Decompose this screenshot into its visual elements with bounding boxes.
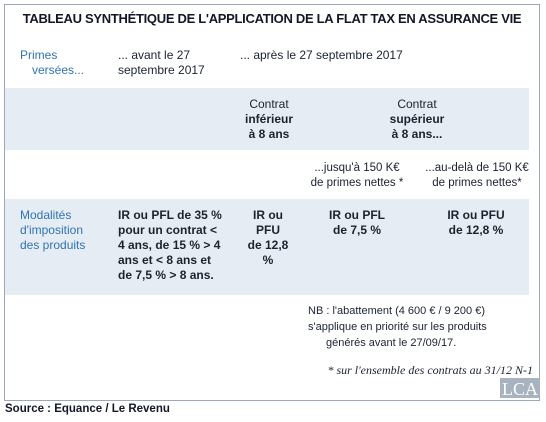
nb-note: NB : l'abattement (4 600 € / 9 200 €) s'applique en priorité sur les produits générés avant le 27/09/17. (308, 305, 487, 349)
footnote: * sur l'ensemble des contrats au 31/12 N-1 (327, 363, 533, 377)
header-contrat-superieur: Contrat supérieur à 8 ans... (389, 97, 445, 141)
header-audela-150k: ...au-delà de 150 K€ de primes nettes* (425, 162, 529, 189)
header-apres: ... après le 27 septembre 2017 (240, 48, 403, 62)
header-jusqua-150k: ...jusqu'à 150 K€ de primes nettes * (310, 162, 404, 189)
header-avant: ... avant le 27 septembre 2017 (118, 48, 205, 77)
row-label-modalites: Modalités d'imposition des produits (20, 208, 86, 252)
header-contrat-inferieur: Contrat inférieur à 8 ans (244, 97, 293, 141)
source-credit: Source : Equance / Le Revenu (5, 403, 170, 415)
lca-logo: LCA (502, 379, 538, 399)
cell-modalites-inferieur: IR ou PFU de 12,8 % (247, 208, 289, 267)
cell-modalites-jusqua: IR ou PFL de 7,5 % (329, 208, 385, 237)
row-label-primes: Primes versées... (20, 48, 85, 77)
cell-modalites-avant: IR ou PFL de 35 % pour un contrat < 4 ans, de 15 % > 4 ans et < 8 ans et de 7,5 % > 8 ans. (118, 208, 222, 282)
table-title: TABLEAU SYNTHÉTIQUE DE L'APPLICATION DE LA FLAT TAX EN ASSURANCE VIE (22, 11, 522, 26)
cell-modalites-audela: IR ou PFU de 12,8 % (447, 208, 505, 237)
